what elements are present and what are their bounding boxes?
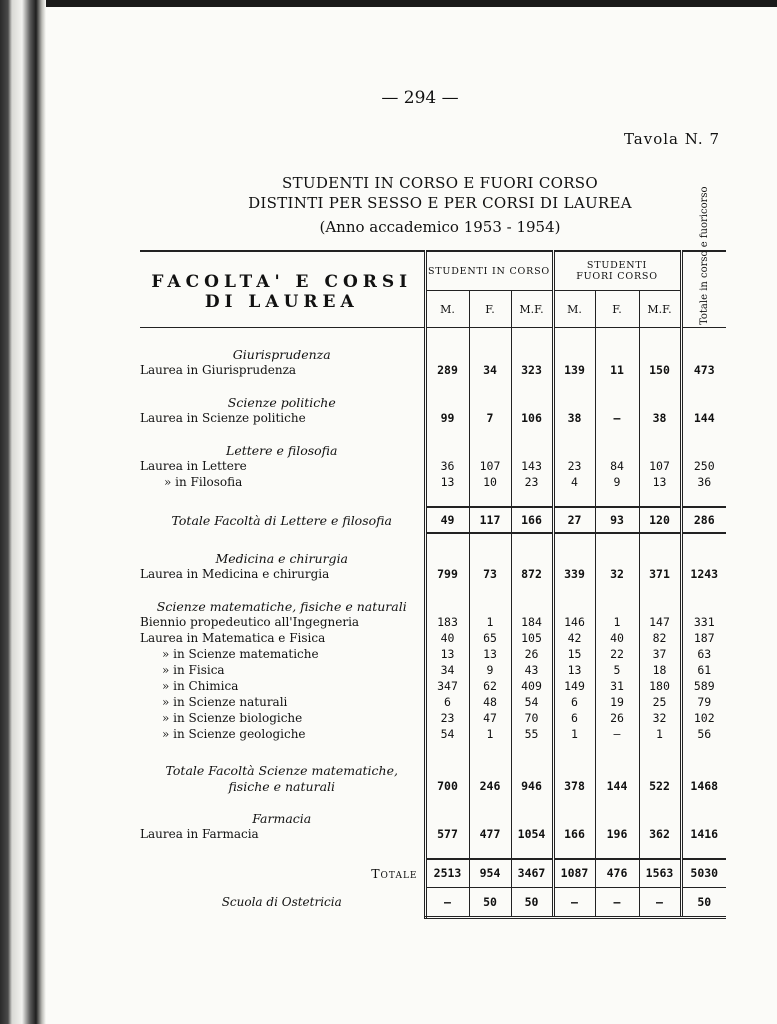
header-f-incorso: F.	[469, 291, 511, 328]
cell: 19	[595, 694, 639, 710]
cell: 15	[553, 646, 595, 662]
table-row-total	[140, 507, 726, 533]
row-label: Biennio propedeutico all'Ingegneria	[140, 615, 360, 629]
cell: 38	[553, 410, 595, 426]
cell: 144	[595, 778, 639, 794]
cell: 13	[553, 662, 595, 678]
spacer	[140, 328, 726, 347]
header-m-incorso: M.	[425, 291, 469, 328]
cell: 1	[639, 726, 681, 742]
cell: 54	[425, 726, 469, 742]
cell: 50	[681, 887, 726, 917]
cell: 5030	[681, 859, 726, 887]
section-row	[140, 550, 726, 566]
section-farmacia: Farmacia	[252, 810, 312, 826]
section-row	[140, 810, 726, 826]
table-row	[140, 614, 726, 630]
section-row	[140, 442, 726, 458]
cell: 1054	[511, 826, 553, 842]
table-row	[140, 826, 726, 842]
cell: 289	[425, 362, 469, 378]
cell: 10	[469, 474, 511, 490]
cell: 5	[595, 662, 639, 678]
cell: 1	[595, 614, 639, 630]
cell: 56	[681, 726, 726, 742]
cell: 522	[639, 778, 681, 794]
cell: 476	[595, 859, 639, 887]
book-spine-edge	[0, 0, 46, 1024]
header-mf-fuoricorso: M.F.	[639, 291, 681, 328]
cell: 4	[553, 474, 595, 490]
table-number: Tavola N. 7	[623, 130, 720, 148]
cell: 144	[681, 410, 726, 426]
table-row	[140, 474, 726, 490]
cell: 31	[595, 678, 639, 694]
section-scienze-politiche: Scienze politiche	[227, 394, 336, 410]
table-row	[140, 566, 726, 582]
row-label: » in Filosofia	[164, 475, 243, 489]
cell: 6	[553, 694, 595, 710]
table-row	[140, 710, 726, 726]
cell: 378	[553, 778, 595, 794]
header-facolta-line2: DI LAUREA	[204, 291, 359, 312]
header-mf-incorso: M.F.	[511, 291, 553, 328]
row-label-line1: Totale Facoltà Scienze matematiche,	[165, 762, 398, 778]
cell: 105	[511, 630, 553, 646]
cell: 946	[511, 778, 553, 794]
cell: 23	[511, 474, 553, 490]
cell: 43	[511, 662, 553, 678]
cell: 1468	[681, 778, 726, 794]
header-m-fuoricorso: M.	[553, 291, 595, 328]
cell: —	[595, 726, 639, 742]
row-label: Laurea in Matematica e Fisica	[140, 631, 326, 645]
row-label: » in Scienze biologiche	[162, 711, 303, 725]
row-label: » in Scienze geologiche	[162, 727, 306, 741]
cell: 286	[681, 507, 726, 533]
cell: 150	[639, 362, 681, 378]
table-row-grand-total	[140, 859, 726, 887]
cell: 27	[553, 507, 595, 533]
cell: 589	[681, 678, 726, 694]
cell: 2513	[425, 859, 469, 887]
cell: 954	[469, 859, 511, 887]
table-row-total-line1	[140, 758, 726, 778]
table-row	[140, 662, 726, 678]
cell: 371	[639, 566, 681, 582]
cell: 62	[469, 678, 511, 694]
section-medicina: Medicina e chirurgia	[215, 550, 349, 566]
cell: 63	[681, 646, 726, 662]
cell: 187	[681, 630, 726, 646]
table-row	[140, 887, 726, 917]
cell: 32	[595, 566, 639, 582]
spacer	[140, 533, 726, 550]
cell: 477	[469, 826, 511, 842]
page-number: — 294 —	[381, 88, 459, 108]
cell: —	[639, 887, 681, 917]
cell: 146	[553, 614, 595, 630]
section-row	[140, 394, 726, 410]
cell: 48	[469, 694, 511, 710]
cell: 323	[511, 362, 553, 378]
cell: —	[595, 410, 639, 426]
table-row	[140, 362, 726, 378]
row-label: Laurea in Farmacia	[140, 827, 259, 841]
cell: 65	[469, 630, 511, 646]
table-row	[140, 694, 726, 710]
row-label: Laurea in Scienze politiche	[140, 411, 306, 425]
cell: 13	[425, 474, 469, 490]
cell: 1243	[681, 566, 726, 582]
cell: —	[425, 887, 469, 917]
page-top-edge	[0, 0, 777, 7]
cell: 18	[639, 662, 681, 678]
cell: 50	[511, 887, 553, 917]
table-row-total	[140, 778, 726, 794]
cell: 49	[425, 507, 469, 533]
table-row	[140, 458, 726, 474]
cell: 700	[425, 778, 469, 794]
cell: 183	[425, 614, 469, 630]
table-row	[140, 726, 726, 742]
cell: 40	[425, 630, 469, 646]
cell: 99	[425, 410, 469, 426]
header-in-corso: STUDENTI IN CORSO	[425, 251, 553, 291]
spacer	[140, 742, 726, 758]
cell: 37	[639, 646, 681, 662]
table-row	[140, 646, 726, 662]
row-label: » in Scienze naturali	[162, 695, 288, 709]
header-facolta	[140, 251, 425, 328]
row-label: Scuola di Ostetricia	[221, 895, 342, 909]
cell: 26	[595, 710, 639, 726]
cell: 107	[469, 458, 511, 474]
row-label: fisiche e naturali	[228, 778, 336, 794]
cell: 79	[681, 694, 726, 710]
cell: 184	[511, 614, 553, 630]
cell: 139	[553, 362, 595, 378]
cell: 13	[639, 474, 681, 490]
cell: 6	[425, 694, 469, 710]
cell: —	[595, 887, 639, 917]
cell: 120	[639, 507, 681, 533]
row-label: » in Fisica	[162, 663, 225, 677]
cell: 872	[511, 566, 553, 582]
cell: 1	[469, 726, 511, 742]
cell: 13	[469, 646, 511, 662]
cell: 149	[553, 678, 595, 694]
cell: 1087	[553, 859, 595, 887]
header-totale-text: Totale in corso e fuoricorso	[698, 185, 710, 325]
row-label: Laurea in Giurisprudenza	[140, 363, 297, 377]
cell: 38	[639, 410, 681, 426]
cell: 799	[425, 566, 469, 582]
header-fuori-corso-line1: STUDENTI	[586, 260, 648, 271]
row-label: Totale Facoltà di Lettere e filosofia	[171, 512, 392, 528]
table-row	[140, 410, 726, 426]
spacer	[140, 794, 726, 810]
cell: 22	[595, 646, 639, 662]
cell: 117	[469, 507, 511, 533]
cell: 55	[511, 726, 553, 742]
cell: 1563	[639, 859, 681, 887]
cell: 250	[681, 458, 726, 474]
cell: 9	[595, 474, 639, 490]
cell: 3467	[511, 859, 553, 887]
cell: 13	[425, 646, 469, 662]
section-row	[140, 346, 726, 362]
cell: 339	[553, 566, 595, 582]
cell: 331	[681, 614, 726, 630]
spacer	[140, 426, 726, 442]
section-lettere: Lettere e filosofia	[226, 442, 338, 458]
section-row	[140, 598, 726, 614]
section-scienze-mfn: Scienze matematiche, fisiche e naturali	[156, 598, 407, 614]
cell: 54	[511, 694, 553, 710]
cell: 362	[639, 826, 681, 842]
cell: 6	[553, 710, 595, 726]
cell: 102	[681, 710, 726, 726]
header-totale	[681, 185, 726, 328]
header-fuori-corso	[553, 251, 681, 291]
cell: 473	[681, 362, 726, 378]
cell: 1416	[681, 826, 726, 842]
cell: 180	[639, 678, 681, 694]
cell: 70	[511, 710, 553, 726]
header-fuori-corso-line2: FUORI CORSO	[576, 271, 658, 282]
cell: 106	[511, 410, 553, 426]
header-row-1	[140, 251, 726, 291]
cell: 73	[469, 566, 511, 582]
spacer	[140, 842, 726, 859]
cell: 147	[639, 614, 681, 630]
row-label: » in Scienze matematiche	[162, 647, 319, 661]
cell: 34	[425, 662, 469, 678]
row-label: Laurea in Lettere	[140, 459, 247, 473]
cell: 1	[469, 614, 511, 630]
title-line-1: STUDENTI IN CORSO E FUORI CORSO	[282, 174, 598, 192]
cell: 246	[469, 778, 511, 794]
spacer	[140, 490, 726, 507]
cell: 25	[639, 694, 681, 710]
cell: 347	[425, 678, 469, 694]
cell: 40	[595, 630, 639, 646]
cell: 32	[639, 710, 681, 726]
cell: 50	[469, 887, 511, 917]
subtitle: (Anno accademico 1953 - 1954)	[319, 218, 561, 236]
row-label: Totale	[371, 865, 418, 881]
section-giurisprudenza: Giurisprudenza	[232, 346, 331, 362]
cell: 196	[595, 826, 639, 842]
cell: 34	[469, 362, 511, 378]
spacer	[140, 378, 726, 394]
cell: 84	[595, 458, 639, 474]
cell: 9	[469, 662, 511, 678]
cell: 82	[639, 630, 681, 646]
cell: 26	[511, 646, 553, 662]
cell: 107	[639, 458, 681, 474]
cell: 93	[595, 507, 639, 533]
cell: 166	[553, 826, 595, 842]
cell: 409	[511, 678, 553, 694]
cell: 36	[425, 458, 469, 474]
cell: 36	[681, 474, 726, 490]
cell: 23	[425, 710, 469, 726]
cell: 23	[553, 458, 595, 474]
header-f-fuoricorso: F.	[595, 291, 639, 328]
cell: —	[553, 887, 595, 917]
cell: 143	[511, 458, 553, 474]
cell: 61	[681, 662, 726, 678]
row-label: Laurea in Medicina e chirurgia	[140, 567, 330, 581]
cell: 1	[553, 726, 595, 742]
cell: 577	[425, 826, 469, 842]
header-facolta-line1: FACOLTA' E CORSI	[151, 271, 413, 292]
spacer	[140, 582, 726, 598]
cell: 42	[553, 630, 595, 646]
cell: 11	[595, 362, 639, 378]
cell: 47	[469, 710, 511, 726]
table-row	[140, 678, 726, 694]
row-label: » in Chimica	[162, 679, 239, 693]
cell: 7	[469, 410, 511, 426]
cell: 166	[511, 507, 553, 533]
title-line-2: DISTINTI PER SESSO E PER CORSI DI LAUREA	[248, 194, 632, 212]
table-row	[140, 630, 726, 646]
